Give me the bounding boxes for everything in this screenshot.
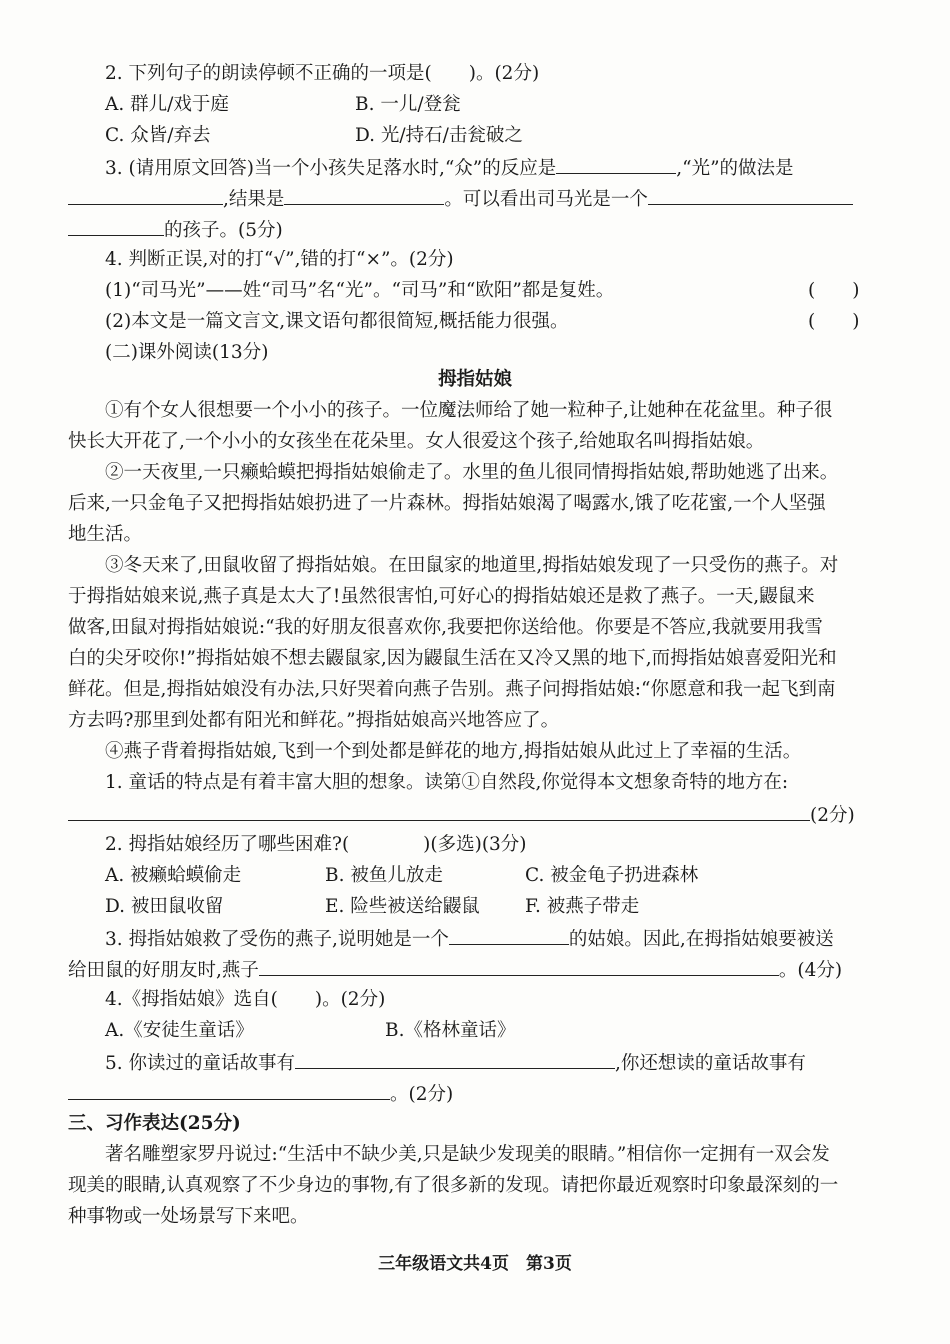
section-3-prompt-line2: 现美的眼睛,认真观察了不少身边的事物,有了很多新的发现。请把你最近观察时印象最深刻的一 xyxy=(68,1175,839,1196)
q4-item-2-answer[interactable]: ( ) xyxy=(808,311,860,332)
story-para1-line2: 快长大开花了,一个小小的女孩坐在花朵里。女人很爱这个孩子,给她取名叫拇指姑娘。 xyxy=(68,431,765,452)
r4-option-a: A.《安徒生童话》 xyxy=(105,1020,254,1041)
r1-answer-line xyxy=(68,800,950,830)
section-3-prompt-line3: 种事物或一处场景写下来吧。 xyxy=(68,1206,309,1227)
story-para3-line6: 方去吗?那里到处都有阳光和鲜花。”拇指姑娘高兴地答应了。 xyxy=(68,710,560,731)
r5-text-1: 5. 你读过的童话故事有 xyxy=(105,1053,296,1074)
r3-blank-character[interactable] xyxy=(449,924,569,945)
q4-item-1: (1)“司马光”——姓“司马”名“光”。“司马”和“欧阳”都是复姓。 xyxy=(105,280,615,301)
r3-text-1: 3. 拇指姑娘救了受伤的燕子,说明她是一个 xyxy=(105,929,449,950)
r4-option-b: B.《格林童话》 xyxy=(385,1020,516,1041)
q2-option-d: D. 光/持石/击瓮破之 xyxy=(355,125,523,146)
story-para3-line2: 于拇指姑娘来说,燕子真是太大了!虽然很害怕,可好心的拇指姑娘还是救了燕子。一天,鼹鼠来 xyxy=(68,586,815,607)
q3-text-3: ,结果是 xyxy=(223,189,285,210)
r5-blank-read[interactable] xyxy=(295,1048,615,1069)
r4-stem: 4.《拇指姑娘》选自( )。(2分) xyxy=(105,989,386,1010)
q3-blank-character[interactable] xyxy=(648,184,853,205)
q3-text-5: 的孩子。(5分) xyxy=(164,220,283,241)
q2-option-a: A. 群儿/戏于庭 xyxy=(105,94,229,115)
q2-option-c: C. 众皆/弃去 xyxy=(105,125,211,146)
r2-option-c: C. 被金龟子扔进森林 xyxy=(525,865,699,886)
story-para3-line5: 鲜花。但是,拇指姑娘没有办法,只好哭着向燕子告别。燕子问拇指姑娘:“你愿意和我一起飞到南 xyxy=(68,679,836,700)
r1-stem: 1. 童话的特点是有着丰富大胆的想象。读第①自然段,你觉得本文想象奇特的地方在: xyxy=(105,772,789,793)
story-para2-line1: ②一天夜里,一只癞蛤蟆把拇指姑娘偷走了。水里的鱼儿很同情拇指姑娘,帮助她逃了出来。 xyxy=(105,462,839,483)
q3-line2 xyxy=(68,184,950,214)
r2-option-e: E. 险些被送给鼹鼠 xyxy=(325,896,480,917)
story-para1-line1: ①有个女人很想要一个小小的孩子。一位魔法师给了她一粒种子,让她种在花盆里。种子很 xyxy=(105,400,833,421)
r3-line2 xyxy=(68,955,950,985)
r3-text-2: 的姑娘。因此,在拇指姑娘要被送 xyxy=(568,929,834,950)
story-para4-line1: ④燕子背着拇指姑娘,飞到一个到处都是鲜花的地方,拇指姑娘从此过上了幸福的生活。 xyxy=(105,741,802,762)
r2-option-b: B. 被鱼儿放走 xyxy=(325,865,443,886)
r3-text-3: 给田鼠的好朋友时,燕子 xyxy=(68,960,259,981)
q4-stem: 4. 判断正误,对的打“√”,错的打“×”。(2分) xyxy=(105,249,454,270)
r1-blank[interactable] xyxy=(68,800,810,821)
q3-line3 xyxy=(68,215,950,245)
section-3-prompt-line1: 著名雕塑家罗丹说过:“生活中不缺少美,只是缺少发现美的眼睛。”相信你一定拥有一双会发 xyxy=(105,1144,830,1165)
r5-line2 xyxy=(68,1079,950,1109)
r2-option-f: F. 被燕子带走 xyxy=(525,896,640,917)
r3-text-4: 。(4分) xyxy=(778,960,843,981)
q4-item-2: (2)本文是一篇文言文,课文语句都很简短,概括能力很强。 xyxy=(105,311,569,332)
page-footer: 三年级语文共4页 第3页 xyxy=(378,1254,572,1274)
story-title: 拇指姑娘 xyxy=(437,369,512,390)
r2-stem: 2. 拇指姑娘经历了哪些困难?( )(多选)(3分) xyxy=(105,834,527,855)
q3-text-1: 3. (请用原文回答)当一个小孩失足落水时,“众”的反应是 xyxy=(105,158,557,179)
r3-line1 xyxy=(105,924,950,954)
r5-blank-want[interactable] xyxy=(68,1079,390,1100)
q3-text-2: ,“光”的做法是 xyxy=(676,158,794,179)
q3-blank-result[interactable] xyxy=(284,184,444,205)
r2-option-d: D. 被田鼠收留 xyxy=(105,896,224,917)
r3-blank-swallow[interactable] xyxy=(259,955,779,976)
q2-stem: 2. 下列句子的朗读停顿不正确的一项是( )。(2分) xyxy=(105,63,540,84)
q4-item-1-answer[interactable]: ( ) xyxy=(808,280,860,301)
q3-text-4: 。可以看出司马光是一个 xyxy=(444,189,648,210)
r2-option-a: A. 被癞蛤蟆偷走 xyxy=(105,865,242,886)
r5-line1 xyxy=(105,1048,950,1078)
section-2-heading: (二)课外阅读(13分) xyxy=(105,342,269,363)
story-para3-line1: ③冬天来了,田鼠收留了拇指姑娘。在田鼠家的地道里,拇指姑娘发现了一只受伤的燕子。对 xyxy=(105,555,839,576)
story-para3-line4: 白的尖牙咬你!”拇指姑娘不想去鼹鼠家,因为鼹鼠生活在又冷又黑的地下,而拇指姑娘喜爱阳光和 xyxy=(68,648,837,669)
q3-blank-crowd[interactable] xyxy=(556,153,676,174)
story-para2-line3: 地生活。 xyxy=(68,524,143,545)
q3-blank-character-cont[interactable] xyxy=(68,215,164,236)
r1-score: (2分) xyxy=(810,805,855,826)
section-3-heading: 三、习作表达(25分) xyxy=(68,1113,241,1134)
q2-option-b: B. 一儿/登瓮 xyxy=(355,94,461,115)
q3-blank-guang[interactable] xyxy=(68,184,223,205)
r5-text-3: 。(2分) xyxy=(390,1084,454,1105)
story-para3-line3: 做客,田鼠对拇指姑娘说:“我的好朋友很喜欢你,我要把你送给他。你要是不答应,我就要用我雪 xyxy=(68,617,823,638)
story-para2-line2: 后来,一只金龟子又把拇指姑娘扔进了一片森林。拇指姑娘渴了喝露水,饿了吃花蜜,一个人坚强 xyxy=(68,493,826,514)
r5-text-2: ,你还想读的童话故事有 xyxy=(615,1053,806,1074)
q3-line1 xyxy=(105,153,950,183)
